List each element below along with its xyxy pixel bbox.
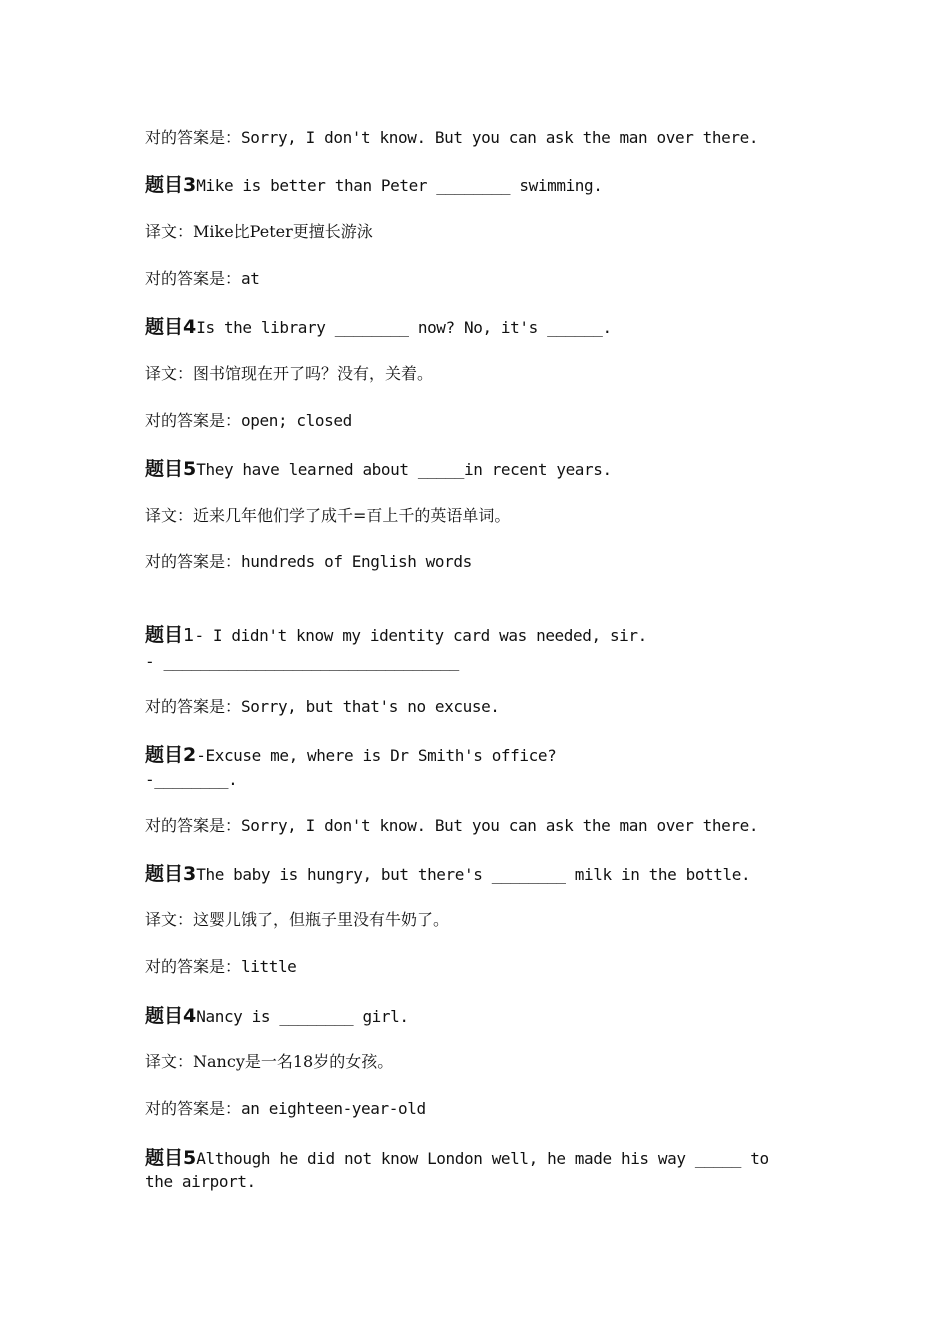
translation-label: 译文： xyxy=(145,222,194,241)
answer-text: Sorry, but that's no excuse. xyxy=(241,697,500,716)
question-number: 5 xyxy=(183,458,197,480)
question-number: 1 xyxy=(183,625,195,646)
answer-text: little xyxy=(241,957,297,976)
answer-label: 对的答案是： xyxy=(145,957,242,976)
question-line xyxy=(145,457,612,482)
answer-line xyxy=(145,955,296,979)
answer-text: an eighteen-year-old xyxy=(241,1099,426,1118)
question-line xyxy=(145,315,612,340)
translation-line xyxy=(145,908,449,932)
translation-label: 译文： xyxy=(145,364,194,383)
question-line xyxy=(145,1004,409,1029)
answer-line xyxy=(145,1097,426,1121)
answer-label: 对的答案是： xyxy=(145,697,242,716)
question-answer-blank: -________. xyxy=(145,770,238,789)
question-text: Mike is better than Peter ________ swimming. xyxy=(196,176,603,195)
question-label: 题目 xyxy=(145,863,184,885)
question-label: 题目 xyxy=(145,624,184,646)
answer-text: Sorry, I don't know. But you can ask the man over there. xyxy=(241,128,759,147)
translation-label: 译文： xyxy=(145,910,194,929)
question-text: The baby is hungry, but there's ________ milk in the bottle. xyxy=(196,865,751,884)
question-label: 题目 xyxy=(145,744,184,766)
question-number: 4 xyxy=(183,1005,197,1027)
question-label: 题目 xyxy=(145,1147,184,1169)
question-text: -Excuse me, where is Dr Smith's office? xyxy=(196,746,557,765)
question-label: 题目 xyxy=(145,316,184,338)
question-text: Nancy is ________ girl. xyxy=(196,1007,409,1026)
answer-line xyxy=(145,126,758,150)
question-text: They have learned about _____in recent years. xyxy=(196,460,612,479)
answer-label: 对的答案是： xyxy=(145,1099,242,1118)
translation-text: 这婴儿饿了，但瓶子里没有牛奶了。 xyxy=(193,910,450,929)
translation-text: Mike比Peter更擅长游泳 xyxy=(193,222,373,241)
question-number: 4 xyxy=(183,316,197,338)
answer-text: open; closed xyxy=(241,411,352,430)
answer-line xyxy=(145,695,500,719)
translation-label: 译文： xyxy=(145,506,194,525)
answer-label: 对的答案是： xyxy=(145,411,242,430)
answer-line xyxy=(145,814,758,838)
answer-label: 对的答案是： xyxy=(145,269,242,288)
question-label: 题目 xyxy=(145,458,184,480)
answer-label: 对的答案是： xyxy=(145,128,242,147)
question-text: Although he did not know London well, he made his way _____ to xyxy=(196,1149,769,1168)
question-line xyxy=(145,862,750,887)
question-line xyxy=(145,743,556,768)
question-text: Is the library ________ now? No, it's ______. xyxy=(196,318,612,337)
answer-text: hundreds of English words xyxy=(241,552,472,571)
translation-line xyxy=(145,504,510,528)
translation-text: 图书馆现在开了吗？没有，关着。 xyxy=(193,364,434,383)
translation-line xyxy=(145,362,433,386)
translation-text: 近来几年他们学了成千=百上千的英语单词。 xyxy=(193,506,511,525)
answer-text: Sorry, I don't know. But you can ask the man over there. xyxy=(241,816,759,835)
question-text-continued: the airport. xyxy=(145,1172,256,1191)
answer-label: 对的答案是： xyxy=(145,816,242,835)
translation-line xyxy=(145,220,373,244)
question-number: 5 xyxy=(183,1147,197,1169)
question-label: 题目 xyxy=(145,1005,184,1027)
question-answer-blank: - ________________________________ xyxy=(145,652,459,671)
question-text: - I didn't know my identity card was needed, sir. xyxy=(194,626,647,645)
answer-line xyxy=(145,409,352,433)
translation-text: Nancy是一名18岁的女孩。 xyxy=(193,1052,394,1071)
question-line xyxy=(145,173,603,198)
translation-line xyxy=(145,1050,393,1074)
answer-text: at xyxy=(241,269,260,288)
answer-line xyxy=(145,550,472,574)
question-line xyxy=(145,1146,769,1171)
answer-line xyxy=(145,267,259,291)
translation-label: 译文： xyxy=(145,1052,194,1071)
question-line xyxy=(145,623,647,648)
answer-label: 对的答案是： xyxy=(145,552,242,571)
question-number: 3 xyxy=(183,174,197,196)
question-label: 题目 xyxy=(145,174,184,196)
question-number: 3 xyxy=(183,863,197,885)
question-number: 2 xyxy=(183,744,197,766)
